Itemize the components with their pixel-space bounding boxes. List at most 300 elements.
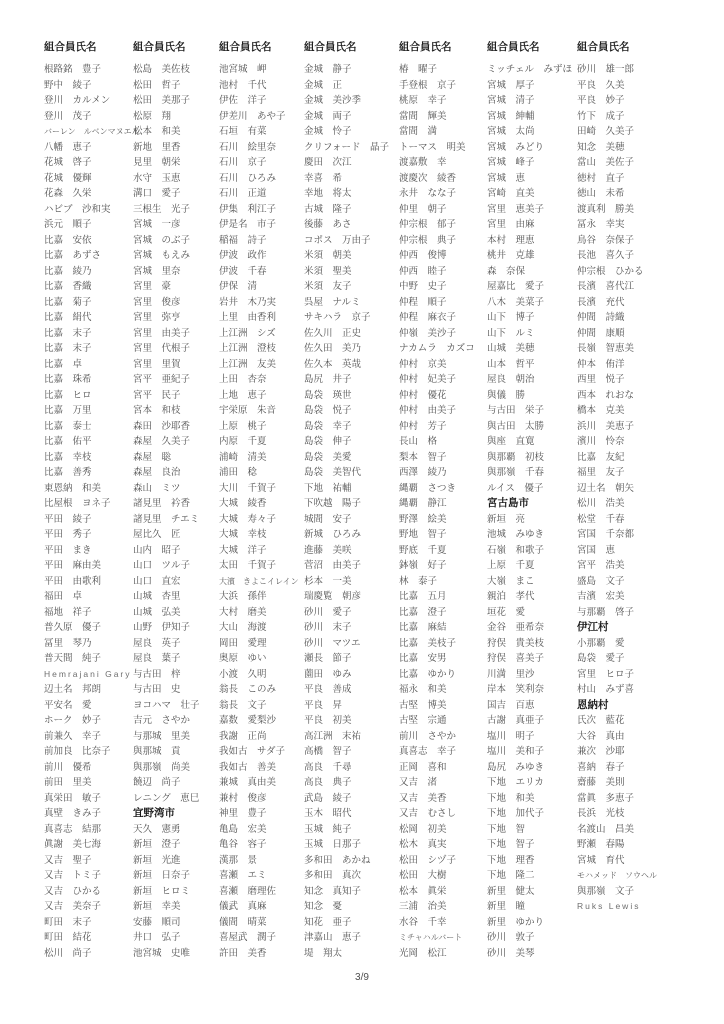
member-name: 野底 千夏 — [399, 544, 447, 556]
member-name: 森 奈保 — [487, 265, 526, 277]
member-name: 兼村 俊彦 — [219, 792, 267, 804]
page-number: 3/9 — [355, 972, 369, 983]
member-name: 東恩納 和美 — [44, 482, 102, 494]
member-name: 許田 美香 — [219, 947, 267, 959]
member-name: 松岡 初美 — [399, 823, 447, 835]
member-name: 瑞慶覧 朝彦 — [304, 591, 362, 602]
member-name: 島袋 美愛 — [304, 451, 352, 463]
member-name: 石川 正道 — [219, 188, 267, 199]
member-name: ルイス 優子 — [487, 482, 544, 494]
city-section-header: 恩納村 — [577, 698, 609, 711]
member-name: 大浜 孫伴 — [219, 591, 267, 602]
member-name: 薗田 ゆみ — [304, 668, 352, 680]
member-name: 平良 昇 — [304, 699, 343, 711]
member-name: 眞謝 美七海 — [44, 839, 102, 850]
member-name: 金谷 亜希奈 — [487, 622, 545, 633]
member-name: 仲村 芳子 — [399, 420, 447, 432]
member-name: 新里 健太 — [487, 885, 535, 897]
member-name: 我如古 サダ子 — [219, 746, 286, 757]
member-name: 宮城 厚子 — [487, 79, 535, 91]
member-name-latin: Ruks Lewis — [577, 901, 641, 911]
member-name: 登川 茂子 — [44, 110, 92, 122]
member-name: 米須 聖美 — [304, 265, 352, 277]
member-name: 又吉 美香 — [399, 792, 447, 804]
member-name: 玉木 昭代 — [304, 808, 352, 819]
member-name: 浜川 美恵子 — [577, 420, 635, 432]
member-name: 登川 カルメン — [44, 95, 111, 106]
member-name: 西里 悦子 — [577, 374, 625, 385]
member-name: 島袋 悦子 — [304, 405, 352, 416]
member-name: 下地 エリカ — [487, 777, 544, 788]
member-name: 下地 智子 — [487, 839, 535, 850]
member-name: 池村 千代 — [219, 79, 267, 91]
member-name: 花城 啓子 — [44, 157, 92, 168]
member-name: 平良 善成 — [304, 684, 352, 695]
member-name: 喜瀬 磨理佐 — [219, 885, 277, 897]
member-name: 松本 和美 — [133, 126, 181, 137]
member-name: 翁長 文子 — [219, 699, 267, 711]
member-name: モハメッド ソウヘル — [577, 871, 657, 880]
member-name: 浜元 順子 — [44, 219, 92, 230]
member-name: 我謝 正尚 — [219, 730, 267, 742]
member-name: 前川 さやか — [399, 730, 457, 742]
member-name: 渡真利 勝美 — [577, 203, 635, 215]
member-name: 宮里 里賀 — [133, 358, 181, 370]
member-name: 松田 シヅ子 — [399, 854, 457, 866]
member-name: 伊保 清 — [219, 281, 258, 292]
member-name: 前兼久 幸子 — [44, 730, 102, 742]
member-name: 森屋 聡 — [133, 451, 172, 463]
member-name: 石川 京子 — [219, 157, 267, 168]
member-name: 小那覇 愛 — [577, 637, 625, 649]
member-name: 平良 久美 — [577, 79, 625, 91]
member-name: 前加良 比奈子 — [44, 746, 111, 757]
member-name: 上江洲 友美 — [219, 358, 277, 370]
member-name: 仲本 侑洋 — [577, 358, 625, 370]
member-name: 親泊 孝代 — [487, 591, 535, 602]
member-name: 真栄田 敏子 — [44, 792, 102, 804]
name-column-4 — [304, 40, 389, 961]
member-name: 橋本 克美 — [577, 405, 625, 416]
member-name: 桃原 幸子 — [399, 95, 447, 106]
member-name: 長嶺 智恵美 — [577, 343, 635, 354]
member-name: 池城 みゆき — [487, 529, 545, 540]
member-name: 又吉 美奈子 — [44, 901, 102, 912]
member-name: 進藤 美咲 — [304, 544, 352, 556]
member-name: 上原 千夏 — [487, 560, 535, 571]
member-name: 比嘉 万里 — [44, 405, 92, 416]
member-name: 山口 直宏 — [133, 575, 181, 587]
member-name: 高橋 智子 — [304, 746, 352, 757]
member-name: 島袋 幸子 — [304, 420, 352, 432]
member-name: 亀島 宏美 — [219, 823, 267, 835]
member-name: 吉濱 宏美 — [577, 591, 625, 602]
member-name: 山本 哲平 — [487, 358, 535, 370]
member-name: 氏次 藍花 — [577, 715, 625, 726]
member-name: 小渡 久明 — [219, 668, 267, 680]
member-name: 上田 杏奈 — [219, 374, 267, 385]
member-name: 宮里 由麻 — [487, 219, 535, 230]
member-name: 宮平 民子 — [133, 389, 181, 401]
member-name: 林 泰子 — [399, 575, 438, 587]
member-name: 知念 美穂 — [577, 141, 625, 153]
member-name: 屋良 葉子 — [133, 653, 181, 664]
member-name: 島袋 愛子 — [577, 653, 625, 664]
member-name: 縄覇 さつき — [399, 482, 457, 494]
member-name: 宮国 恵 — [577, 544, 616, 556]
member-name: 比嘉 澄子 — [399, 606, 447, 618]
member-name: 宮城 もえみ — [133, 250, 191, 261]
name-column-5 — [399, 40, 475, 961]
member-name: 比嘉 佑平 — [44, 436, 92, 447]
member-name: 平良 妙子 — [577, 95, 625, 106]
member-name: 大城 綾香 — [219, 498, 267, 509]
name-column-1 — [44, 40, 140, 961]
member-name: 比嘉 卓 — [44, 358, 83, 370]
member-name: 森屋 良治 — [133, 467, 181, 478]
member-name: 瀬長 節子 — [304, 653, 352, 664]
member-name: 下地 祐輔 — [304, 482, 352, 494]
member-name: 仲村 妃美子 — [399, 374, 457, 385]
member-name: 真壁 きみ子 — [44, 808, 102, 819]
member-name: 宮里 弥亨 — [133, 312, 181, 323]
member-name: 与古田 梓 — [133, 668, 181, 680]
member-name: 縄覇 静江 — [399, 498, 447, 509]
member-name: 椿 曜子 — [399, 64, 438, 75]
member-name: 石嶺 和歌子 — [487, 544, 545, 556]
column-header: 組合員氏名 — [219, 41, 272, 53]
member-name: 天久 憲勇 — [133, 823, 181, 835]
member-name: 真喜志 幸子 — [399, 746, 457, 757]
member-name: 山城 弘美 — [133, 606, 181, 618]
member-name: 山口 ツル子 — [133, 560, 191, 571]
member-name: 喜納 春子 — [577, 761, 625, 773]
member-name: 松堂 千春 — [577, 513, 625, 525]
member-name: 諸見里 チエミ — [133, 513, 200, 525]
member-name: 冨里 琴乃 — [44, 637, 92, 649]
member-name: 比嘉 善秀 — [44, 467, 92, 478]
member-name: 仲西 睦子 — [399, 265, 447, 277]
member-name: 正岡 喜和 — [399, 761, 447, 773]
member-name: 島尻 井子 — [304, 374, 352, 385]
member-name: 石川 ひろみ — [219, 172, 277, 184]
member-name: 與座 直寛 — [487, 436, 535, 447]
member-name: 盛島 文子 — [577, 575, 625, 587]
member-name: 島袋 美智代 — [304, 467, 362, 478]
member-name: 下地 和美 — [487, 792, 535, 804]
member-name: 喜屋武 潤子 — [219, 932, 277, 943]
member-name: 兼城 真由美 — [219, 777, 277, 788]
member-name: 新城 ひろみ — [304, 529, 362, 540]
member-name: 福田 卓 — [44, 591, 83, 602]
member-name: 西本 れおな — [577, 389, 635, 401]
member-name: 古城 隆子 — [304, 203, 352, 215]
member-name: 當間 輝美 — [399, 110, 447, 122]
member-name: 宮里 豪 — [133, 281, 172, 292]
member-name: 與那嶺 文子 — [577, 885, 635, 897]
member-name: 辺土名 朝矢 — [577, 482, 635, 494]
member-name: 高良 千尋 — [304, 761, 352, 773]
member-name: 屋良 朝治 — [487, 374, 535, 385]
member-name: 伊佐 洋子 — [219, 95, 267, 106]
member-name: 太田 千賀子 — [219, 560, 277, 571]
member-name: 前田 里美 — [44, 777, 92, 788]
member-name: 仲嶺 美沙子 — [399, 327, 457, 339]
member-name: 徳村 直子 — [577, 172, 625, 184]
member-name: 宮里 代根子 — [133, 343, 191, 354]
member-name: 多和田 あかね — [304, 854, 371, 866]
member-name: 石川 絵里奈 — [219, 141, 277, 153]
member-name: 岩井 木乃実 — [219, 296, 277, 308]
member-name: 當眞 多恵子 — [577, 792, 635, 804]
member-name: 山城 美穂 — [487, 343, 535, 354]
member-name: 松川 尚子 — [44, 947, 92, 959]
member-name: 新里 ゆかり — [487, 916, 545, 928]
member-name: 普天間 純子 — [44, 653, 102, 664]
member-name: 森田 沙耶香 — [133, 420, 191, 432]
member-name: 屋嘉比 愛子 — [487, 281, 545, 292]
member-name: 與那城 貢 — [133, 746, 181, 757]
member-name: 浦崎 清美 — [219, 451, 267, 463]
member-name: 砂川 美琴 — [487, 947, 535, 959]
column-header: 組合員氏名 — [399, 41, 452, 53]
member-name: 真喜志 結那 — [44, 823, 102, 835]
city-section-header: 伊江村 — [577, 621, 609, 633]
member-name: 渡嘉敷 幸 — [399, 157, 447, 168]
member-name: 池宮城 史唯 — [133, 947, 191, 959]
member-name: 花森 久栄 — [44, 188, 92, 199]
member-name: 多和田 真次 — [304, 870, 362, 881]
member-name: 比嘉 ゆかり — [399, 668, 457, 680]
member-name: 大城 寿々子 — [219, 513, 277, 525]
member-name: レニング 恵巳 — [133, 792, 200, 804]
member-name: 野澤 絵美 — [399, 513, 447, 525]
member-name: 平田 秀子 — [44, 529, 92, 540]
member-name: 我如古 善美 — [219, 761, 277, 773]
column-header: 組合員氏名 — [577, 41, 630, 53]
member-name: 神里 豊子 — [219, 808, 267, 819]
member-name: 野中 綾子 — [44, 79, 92, 91]
member-name: 與那覇 初枝 — [487, 451, 545, 463]
member-name: 田崎 久美子 — [577, 126, 635, 137]
member-name: ヨコハマ 壮子 — [133, 699, 200, 711]
member-name: 宮城 育代 — [577, 854, 625, 866]
member-name: 溝口 愛子 — [133, 188, 181, 199]
member-name: 比嘉 絹代 — [44, 312, 92, 323]
member-name: 金城 両子 — [304, 110, 352, 122]
member-name: 長浜 光枝 — [577, 808, 625, 819]
member-name: 国吉 百恵 — [487, 699, 535, 711]
member-name: 下地 智 — [487, 823, 526, 835]
member-name: 比嘉 菊子 — [44, 296, 92, 308]
member-name: 新垣 亮 — [487, 513, 526, 525]
member-name: 上江洲 シズ — [219, 327, 276, 339]
member-name: 知念 真知子 — [304, 885, 362, 897]
member-name-latin: Hemrajani Gary — [44, 668, 132, 679]
member-name: 又吉 ひかる — [44, 885, 102, 897]
member-name: 宮崎 直美 — [487, 188, 535, 199]
member-name: 仲宗根 典子 — [399, 234, 457, 246]
member-name: 新里 瞳 — [487, 901, 526, 912]
member-name: 与古田 史 — [133, 684, 181, 695]
member-name: トーマス 明美 — [399, 141, 466, 153]
member-name: 宮城 太尚 — [487, 126, 535, 137]
column-header: 組合員氏名 — [304, 41, 357, 53]
city-section-header: 宜野湾市 — [133, 807, 175, 819]
member-name: 塩川 美和子 — [487, 746, 545, 757]
member-name: 大嶺 まこ — [487, 575, 535, 587]
member-name: 宮里 恵美子 — [487, 203, 545, 215]
member-name: 宮城 一彦 — [133, 219, 181, 230]
member-name: 三浦 治美 — [399, 901, 447, 912]
member-name: 平田 由歌利 — [44, 575, 102, 587]
member-name: 饒辺 尚子 — [133, 777, 181, 788]
member-name: 渡慶次 綾香 — [399, 172, 457, 184]
member-name: 幸喜 希 — [304, 172, 343, 184]
member-name: 普久原 優子 — [44, 622, 102, 633]
member-name: 永井 なな子 — [399, 188, 457, 199]
member-name: 比嘉 香織 — [44, 281, 92, 292]
member-name: 伊波 千春 — [219, 265, 267, 277]
member-name: 砂川 愛子 — [304, 606, 352, 618]
member-name: 仲宗根 郁子 — [399, 219, 457, 230]
member-name: 慶田 次江 — [304, 157, 352, 168]
member-name: 津嘉山 恵子 — [304, 932, 362, 943]
member-name: 池宮城 岬 — [219, 64, 267, 75]
member-name: ミッチェル みずほ — [487, 64, 573, 75]
member-name: 古謝 真亜子 — [487, 715, 545, 726]
member-name: 井口 弘子 — [133, 932, 181, 943]
member-name: 杉本 一美 — [304, 575, 352, 587]
member-name: 玉城 日那子 — [304, 839, 362, 850]
member-name: 宮城 紳輔 — [487, 110, 535, 122]
member-name: 砂川 雄一郎 — [577, 64, 635, 75]
member-name: 比嘉 幸枝 — [44, 451, 92, 463]
member-name: 島袋 伸子 — [304, 436, 352, 447]
member-name: 與那嶺 尚美 — [133, 761, 191, 773]
member-name: 又吉 聖子 — [44, 854, 92, 866]
member-name: 前川 優希 — [44, 761, 92, 773]
member-name: 上地 恵子 — [219, 389, 267, 401]
member-name: 金城 静子 — [304, 64, 352, 75]
member-name: 平田 まき — [44, 544, 92, 556]
member-name: 西澤 綾乃 — [399, 467, 447, 478]
member-name: 徳山 未希 — [577, 188, 625, 199]
member-name: 新垣 幸美 — [133, 901, 181, 912]
member-name: 根路銘 豊子 — [44, 64, 102, 75]
member-name: 仲村 優花 — [399, 389, 447, 401]
member-name: 浦田 稔 — [219, 467, 258, 478]
member-name: 知花 亜子 — [304, 916, 352, 928]
member-name: 町田 末子 — [44, 916, 92, 928]
member-name: 島袋 瑛世 — [304, 389, 352, 401]
member-name: 宮城 のぶ子 — [133, 234, 191, 246]
member-name: ナカムラ カズコ — [399, 343, 475, 354]
member-name: 諸見里 衿香 — [133, 498, 191, 509]
member-name: 長池 喜久子 — [577, 250, 635, 261]
member-name: 下地 理香 — [487, 854, 535, 866]
member-name: バーレン ルベンマヌエル — [44, 127, 140, 136]
member-name: 宮城 峰子 — [487, 157, 535, 168]
member-name: 中野 史子 — [399, 281, 447, 292]
member-name: 幸地 将太 — [304, 188, 352, 199]
member-name: 岸本 笑利奈 — [487, 684, 545, 695]
member-name: 大城 洋子 — [219, 544, 267, 556]
member-name: 宮里 ヒロ子 — [577, 668, 635, 680]
member-name: 宮国 千奈都 — [577, 529, 635, 540]
member-name: 辺土名 邦朗 — [44, 684, 102, 695]
member-name: 武島 綾子 — [304, 792, 352, 804]
member-name: 呉屋 ナルミ — [304, 296, 361, 308]
member-name: 三根生 光子 — [133, 203, 191, 215]
member-name: 翁長 このみ — [219, 684, 277, 695]
member-name: 稲福 詩子 — [219, 234, 267, 246]
member-name: 比嘉 末子 — [44, 343, 92, 354]
member-name: 仲宗根 ひかる — [577, 265, 644, 277]
member-name: 米須 朝美 — [304, 250, 352, 261]
member-name: 金城 美沙季 — [304, 95, 362, 106]
member-name: 新垣 澄子 — [133, 839, 181, 850]
member-name: 比嘉 安男 — [399, 653, 447, 664]
member-name: 森屋 久美子 — [133, 436, 191, 447]
member-name: 伊是名 市子 — [219, 219, 277, 230]
member-name: 大山 海渡 — [219, 622, 267, 633]
member-name: 砂川 末子 — [304, 622, 352, 633]
member-name: 長山 格 — [399, 436, 438, 447]
member-name: 當間 満 — [399, 126, 438, 137]
member-name: 砂川 敦子 — [487, 932, 535, 943]
member-name: 比嘉 麻結 — [399, 622, 447, 633]
member-name: ミチャハルバート — [399, 933, 463, 942]
name-column-7 — [577, 40, 657, 915]
member-name: 松田 哲子 — [133, 79, 181, 91]
member-name: 菅沼 由美子 — [304, 560, 362, 571]
member-name: 米須 友子 — [304, 281, 352, 292]
member-name: 比嘉 安依 — [44, 234, 92, 246]
member-name: 岡田 愛理 — [219, 637, 267, 649]
member-name: 梨本 智子 — [399, 451, 447, 463]
member-name: 松島 美佐枝 — [133, 64, 191, 75]
member-name: 比嘉 ヒロ — [44, 389, 92, 401]
member-name: 宮城 清子 — [487, 95, 535, 106]
member-name: 松木 真実 — [399, 839, 447, 850]
member-name: 金城 正 — [304, 79, 343, 91]
member-name: 山内 昭子 — [133, 544, 181, 556]
member-name: 宮城 みどり — [487, 141, 545, 153]
member-name: 佐久田 美乃 — [304, 343, 362, 354]
member-name: クリフォード 晶子 — [304, 141, 390, 153]
member-name: 長濱 充代 — [577, 296, 625, 308]
member-name: 福永 和美 — [399, 684, 447, 695]
member-name: 宮里 由美子 — [133, 327, 191, 339]
member-name: 福地 祥子 — [44, 606, 92, 618]
member-name: 又吉 むさし — [399, 808, 457, 819]
name-column-3 — [219, 40, 299, 961]
member-name: 狩俣 貴美枝 — [487, 637, 545, 649]
member-name: 名渡山 昌美 — [577, 823, 635, 835]
member-name: 与那城 里美 — [133, 730, 191, 742]
member-name: 新垣 日奈子 — [133, 870, 191, 881]
member-name: 野地 智子 — [399, 529, 447, 540]
member-name: 伊差川 あや子 — [219, 110, 286, 122]
member-name: ハビブ 沙和実 — [44, 203, 111, 215]
member-name: 與古田 太勝 — [487, 420, 545, 432]
member-name: 新垣 ヒロミ — [133, 885, 191, 897]
member-name: 八幡 恵子 — [44, 141, 92, 153]
member-name: 宮本 和枝 — [133, 405, 181, 416]
member-name: 手登根 京子 — [399, 79, 457, 91]
member-name: 砂川 マツエ — [304, 637, 361, 649]
